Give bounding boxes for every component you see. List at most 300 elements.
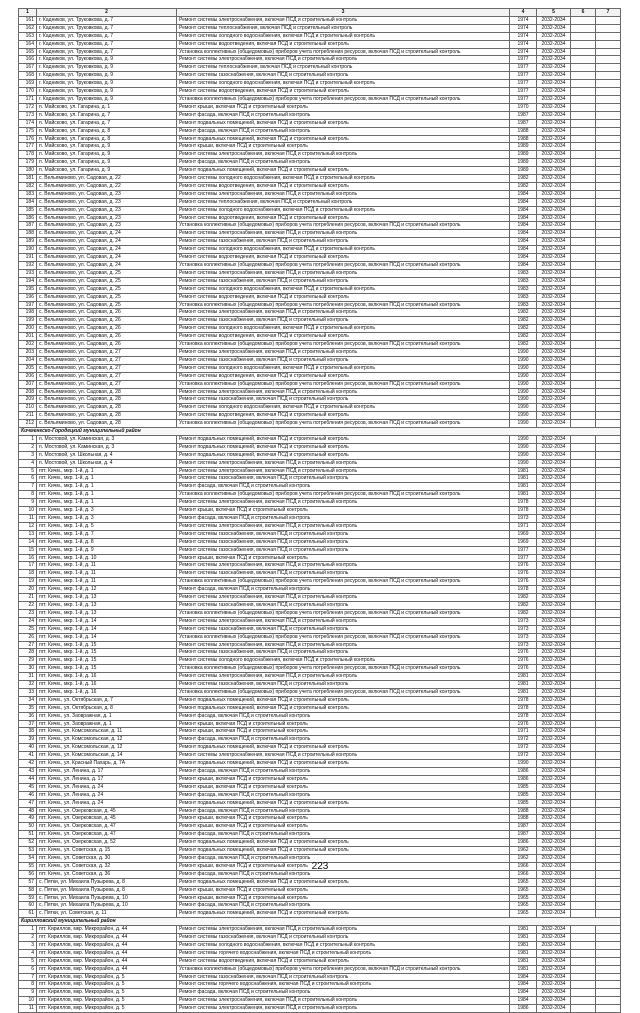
- period-cell: 2032-2034: [537, 760, 571, 768]
- year-cell: 1983: [510, 285, 537, 293]
- period-cell: 2032-2034: [537, 24, 571, 32]
- empty-cell: [596, 499, 621, 507]
- empty-cell: [571, 673, 596, 681]
- period-cell: 2032-2034: [537, 562, 571, 570]
- period-cell: 2032-2034: [537, 40, 571, 48]
- year-cell: 1990: [510, 760, 537, 768]
- table-row: [19, 997, 621, 1005]
- year-cell: 1966: [510, 870, 537, 878]
- table-row: [19, 775, 621, 783]
- row-number: 54: [19, 854, 37, 862]
- table-row: [19, 633, 621, 641]
- work-type-cell: Ремонт крыши, включая ПСД и строительный контроль: [177, 507, 510, 515]
- period-cell: 2032-2034: [537, 934, 571, 942]
- period-cell: 2032-2034: [537, 941, 571, 949]
- work-type-cell: Ремонт системы электроснабжения, включая ПСД и строительный контроль: [177, 997, 510, 1005]
- work-type-cell: Ремонт системы газоснабжения, включая ПСД и строительный контроль: [177, 396, 510, 404]
- row-number: 61: [19, 910, 37, 918]
- period-cell: 2032-2034: [537, 728, 571, 736]
- work-type-cell: Ремонт системы газоснабжения, включая ПСД и строительный контроль: [177, 570, 510, 578]
- row-number: 53: [19, 847, 37, 855]
- row-number: 51: [19, 831, 37, 839]
- empty-cell: [596, 443, 621, 451]
- table-row: [19, 32, 621, 40]
- address-cell: пгт. Кичм., ул. Советская, д. 30: [37, 854, 177, 862]
- period-cell: 2032-2034: [537, 831, 571, 839]
- empty-cell: [571, 601, 596, 609]
- year-cell: 1970: [510, 103, 537, 111]
- address-cell: с. Вельяминово, ул. Садовая, д. 26: [37, 333, 177, 341]
- address-cell: пгт. Кириллов, мкр. Микрорайон, д. 5: [37, 1005, 177, 1013]
- row-number: 52: [19, 839, 37, 847]
- work-type-cell: Ремонт системы электроснабжения, включая ПСД и строительный контроль: [177, 459, 510, 467]
- row-number: 188: [19, 230, 37, 238]
- work-type-cell: Ремонт системы газоснабжения, включая ПСД и строительный контроль: [177, 601, 510, 609]
- work-type-cell: Ремонт системы электроснабжения, включая ПСД и строительный контроль: [177, 269, 510, 277]
- empty-cell: [571, 538, 596, 546]
- table-row: [19, 665, 621, 673]
- address-cell: с. Вельяминово, ул. Садовая, д. 25: [37, 269, 177, 277]
- year-cell: 1976: [510, 665, 537, 673]
- empty-cell: [571, 712, 596, 720]
- address-cell: г. Кадников, ул. Труковкова, д. 7: [37, 24, 177, 32]
- table-row: [19, 348, 621, 356]
- year-cell: 1981: [510, 957, 537, 965]
- address-cell: пгт. Кичм., ул. Озерковская, д. 45: [37, 807, 177, 815]
- empty-cell: [571, 483, 596, 491]
- row-number: 208: [19, 388, 37, 396]
- table-row: [19, 269, 621, 277]
- year-cell: 1988: [510, 127, 537, 135]
- table-row: [19, 396, 621, 404]
- row-number: 59: [19, 894, 37, 902]
- table-row: [19, 372, 621, 380]
- empty-cell: [571, 957, 596, 965]
- address-cell: пгт. Кичм., ул. Советская, д. 32: [37, 862, 177, 870]
- work-type-cell: Ремонт фасада, включая ПСД и строительный контроль: [177, 807, 510, 815]
- row-number: 41: [19, 752, 37, 760]
- table-row: [19, 175, 621, 183]
- year-cell: 1972: [510, 736, 537, 744]
- empty-cell: [571, 151, 596, 159]
- table-row: [19, 878, 621, 886]
- empty-cell: [596, 554, 621, 562]
- column-header: 3: [177, 9, 510, 17]
- empty-cell: [571, 546, 596, 554]
- empty-cell: [596, 665, 621, 673]
- table-row: [19, 601, 621, 609]
- address-cell: пгт. Кичм., мкр. 1-й, д. 1: [37, 467, 177, 475]
- year-cell: 1977: [510, 95, 537, 103]
- work-type-cell: Ремонт фасада, включая ПСД и строительный контроль: [177, 831, 510, 839]
- period-cell: 2032-2034: [537, 538, 571, 546]
- address-cell: п. Майсково, ул. Гагарина, д. 9: [37, 167, 177, 175]
- empty-cell: [571, 934, 596, 942]
- empty-cell: [571, 530, 596, 538]
- period-cell: 2032-2034: [537, 902, 571, 910]
- period-cell: 2032-2034: [537, 72, 571, 80]
- empty-cell: [571, 989, 596, 997]
- empty-cell: [571, 586, 596, 594]
- empty-cell: [596, 847, 621, 855]
- year-cell: 1981: [510, 688, 537, 696]
- address-cell: пгт. Кириллов, мкр. Микрорайон, д. 5: [37, 997, 177, 1005]
- period-cell: 2032-2034: [537, 238, 571, 246]
- work-type-cell: Ремонт системы электроснабжения, включая ПСД и строительный контроль: [177, 388, 510, 396]
- address-cell: с. Вельяминово, ул. Садовая, д. 27: [37, 348, 177, 356]
- row-number: 201: [19, 333, 37, 341]
- table-row: [19, 736, 621, 744]
- work-type-cell: Ремонт фасада, включая ПСД и строительный контроль: [177, 736, 510, 744]
- year-cell: 1981: [510, 673, 537, 681]
- table-row: [19, 791, 621, 799]
- period-cell: 2032-2034: [537, 64, 571, 72]
- row-number: 34: [19, 696, 37, 704]
- year-cell: 1984: [510, 254, 537, 262]
- empty-cell: [571, 467, 596, 475]
- period-cell: 2032-2034: [537, 175, 571, 183]
- period-cell: 2032-2034: [537, 633, 571, 641]
- row-number: 190: [19, 246, 37, 254]
- empty-cell: [571, 48, 596, 56]
- empty-cell: [596, 965, 621, 973]
- year-cell: 1985: [510, 799, 537, 807]
- row-number: 8: [19, 491, 37, 499]
- table-row: [19, 847, 621, 855]
- empty-cell: [596, 24, 621, 32]
- period-cell: 2032-2034: [537, 341, 571, 349]
- work-type-cell: Ремонт системы электроснабжения, включая ПСД и строительный контроль: [177, 467, 510, 475]
- row-number: 22: [19, 601, 37, 609]
- empty-cell: [596, 775, 621, 783]
- empty-cell: [571, 435, 596, 443]
- period-cell: 2032-2034: [537, 230, 571, 238]
- address-cell: пгт. Кичм., мкр. 1-й, д. 5: [37, 522, 177, 530]
- year-cell: 1990: [510, 348, 537, 356]
- work-type-cell: Ремонт подвальных помещений, включая ПСД и строительный контроль: [177, 167, 510, 175]
- empty-cell: [571, 807, 596, 815]
- table-row: [19, 673, 621, 681]
- address-cell: с. Вельяминово, ул. Садовая, д. 27: [37, 364, 177, 372]
- table-row: [19, 198, 621, 206]
- period-cell: 2032-2034: [537, 198, 571, 206]
- table-row: [19, 95, 621, 103]
- work-type-cell: Ремонт системы теплоснабжения, включая ПСД и строительный контроль: [177, 198, 510, 206]
- address-cell: пгт. Кичм., мкр. 1-й, д. 16: [37, 688, 177, 696]
- address-cell: с. Вельяминово, ул. Садовая, д. 23: [37, 206, 177, 214]
- empty-cell: [571, 40, 596, 48]
- period-cell: 2032-2034: [537, 799, 571, 807]
- row-number: 175: [19, 127, 37, 135]
- work-type-cell: Ремонт системы водоотведения, включая ПСД и строительный контроль: [177, 957, 510, 965]
- table-row: [19, 949, 621, 957]
- row-number: 27: [19, 641, 37, 649]
- year-cell: 1987: [510, 119, 537, 127]
- table-row: [19, 657, 621, 665]
- work-type-cell: Ремонт крыши, включая ПСД и строительный контроль: [177, 143, 510, 151]
- period-cell: 2032-2034: [537, 214, 571, 222]
- empty-cell: [571, 88, 596, 96]
- empty-cell: [596, 451, 621, 459]
- row-number: 47: [19, 799, 37, 807]
- table-row: [19, 151, 621, 159]
- period-cell: 2032-2034: [537, 910, 571, 918]
- table-row: [19, 973, 621, 981]
- address-cell: с. Вельяминово, ул. Садовая, д. 28: [37, 404, 177, 412]
- address-cell: с. Пятки, ул. Михаила Пузырева, д. 8: [37, 886, 177, 894]
- empty-cell: [571, 175, 596, 183]
- address-cell: пгт. Кичм., ул. Комсомольская, д. 11: [37, 728, 177, 736]
- work-type-cell: Ремонт подвальных помещений, включая ПСД и строительный контроль: [177, 451, 510, 459]
- period-cell: 2032-2034: [537, 443, 571, 451]
- row-number: 38: [19, 728, 37, 736]
- work-type-cell: Ремонт подвальных помещений, включая ПСД и строительный контроль: [177, 443, 510, 451]
- period-cell: 2032-2034: [537, 222, 571, 230]
- empty-cell: [571, 839, 596, 847]
- empty-cell: [571, 135, 596, 143]
- empty-cell: [571, 80, 596, 88]
- year-cell: 1974: [510, 32, 537, 40]
- empty-cell: [571, 768, 596, 776]
- year-cell: 1987: [510, 111, 537, 119]
- period-cell: 2032-2034: [537, 641, 571, 649]
- address-cell: пгт. Кириллов, мкр. Микрорайон, д. 44: [37, 926, 177, 934]
- period-cell: 2032-2034: [537, 507, 571, 515]
- period-cell: 2032-2034: [537, 491, 571, 499]
- work-type-cell: Установка коллективных (общедомовых) приборов учета потребления ресурсов, включая ПСД и строительный контроль: [177, 341, 510, 349]
- period-cell: 2032-2034: [537, 665, 571, 673]
- work-type-cell: Ремонт системы электроснабжения, включая ПСД и строительный контроль: [177, 348, 510, 356]
- empty-cell: [596, 507, 621, 515]
- table-row: [19, 16, 621, 24]
- table-row: [19, 522, 621, 530]
- address-cell: пгт. Кичм., ул. Советская, д. 36: [37, 870, 177, 878]
- empty-cell: [596, 167, 621, 175]
- table-row: [19, 894, 621, 902]
- empty-cell: [571, 341, 596, 349]
- address-cell: пгт. Кичм., мкр. 1-й, д. 16: [37, 681, 177, 689]
- period-cell: 2032-2034: [537, 190, 571, 198]
- empty-cell: [596, 997, 621, 1005]
- column-header: 6: [571, 9, 596, 17]
- empty-cell: [596, 254, 621, 262]
- address-cell: пгт. Кичм., мкр. 1-й, д. 14: [37, 625, 177, 633]
- row-number: 11: [19, 1005, 37, 1013]
- address-cell: с. Вельяминово, ул. Садовая, д. 25: [37, 277, 177, 285]
- address-cell: пгт. Кичм., ул. Советская, д. 15: [37, 847, 177, 855]
- row-number: 170: [19, 88, 37, 96]
- empty-cell: [596, 704, 621, 712]
- empty-cell: [596, 594, 621, 602]
- empty-cell: [596, 80, 621, 88]
- empty-cell: [596, 815, 621, 823]
- work-type-cell: Ремонт системы газоснабжения, включая ПСД и строительный контроль: [177, 277, 510, 285]
- period-cell: 2032-2034: [537, 989, 571, 997]
- row-number: 55: [19, 862, 37, 870]
- empty-cell: [571, 277, 596, 285]
- period-cell: 2032-2034: [537, 435, 571, 443]
- work-type-cell: Установка коллективных (общедомовых) приборов учета потребления ресурсов, включая ПСД и строительный контроль: [177, 420, 510, 428]
- empty-cell: [596, 222, 621, 230]
- year-cell: 1984: [510, 190, 537, 198]
- page-number: 223: [311, 861, 329, 872]
- work-type-cell: Ремонт системы водоотведения, включая ПСД и строительный контроль: [177, 333, 510, 341]
- empty-cell: [596, 1005, 621, 1013]
- work-type-cell: Ремонт системы водоотведения, включая ПСД и строительный контроль: [177, 412, 510, 420]
- period-cell: 2032-2034: [537, 277, 571, 285]
- work-type-cell: Установка коллективных (общедомовых) приборов учета потребления ресурсов, включая ПСД и строительный контроль: [177, 222, 510, 230]
- year-cell: 1974: [510, 24, 537, 32]
- row-number: 163: [19, 32, 37, 40]
- row-number: 2: [19, 443, 37, 451]
- period-cell: 2032-2034: [537, 530, 571, 538]
- period-cell: 2032-2034: [537, 309, 571, 317]
- year-cell: 1974: [510, 16, 537, 24]
- work-type-cell: Ремонт системы газоснабжения, включая ПСД и строительный контроль: [177, 934, 510, 942]
- address-cell: пгт. Кириллов, мкр. Микрорайон, д. 44: [37, 965, 177, 973]
- empty-cell: [571, 775, 596, 783]
- row-number: 16: [19, 554, 37, 562]
- address-cell: п. Майсково, ул. Гагарина, д. 1: [37, 103, 177, 111]
- year-cell: 1978: [510, 696, 537, 704]
- period-cell: 2032-2034: [537, 388, 571, 396]
- year-cell: 1990: [510, 404, 537, 412]
- address-cell: с. Вельяминово, ул. Садовая, д. 23: [37, 198, 177, 206]
- table-row: [19, 40, 621, 48]
- row-number: 179: [19, 159, 37, 167]
- year-cell: 1987: [510, 823, 537, 831]
- period-cell: 2032-2034: [537, 862, 571, 870]
- work-type-cell: Ремонт системы газоснабжения, включая ПСД и строительный контроль: [177, 681, 510, 689]
- year-cell: 1990: [510, 412, 537, 420]
- empty-cell: [571, 720, 596, 728]
- row-number: 207: [19, 380, 37, 388]
- empty-cell: [596, 617, 621, 625]
- row-number: 161: [19, 16, 37, 24]
- address-cell: пгт. Кичм., мкр. 1-й, д. 11: [37, 578, 177, 586]
- table-row: [19, 712, 621, 720]
- row-number: 24: [19, 617, 37, 625]
- empty-cell: [596, 530, 621, 538]
- empty-cell: [596, 562, 621, 570]
- address-cell: пгт. Кичм., мкр. 1-й, д. 12: [37, 586, 177, 594]
- address-cell: пгт. Кичм., ул. Комсомольская, д. 14: [37, 752, 177, 760]
- table-header-row: [19, 9, 621, 17]
- year-cell: 1965: [510, 886, 537, 894]
- empty-cell: [571, 522, 596, 530]
- year-cell: 1978: [510, 712, 537, 720]
- address-cell: пгт. Кичм., мкр. 1-й, д. 11: [37, 562, 177, 570]
- period-cell: 2032-2034: [537, 135, 571, 143]
- empty-cell: [596, 641, 621, 649]
- empty-cell: [571, 72, 596, 80]
- empty-cell: [596, 103, 621, 111]
- work-type-cell: Установка коллективных (общедомовых) приборов учета потребления ресурсов, включая ПСД и строительный контроль: [177, 380, 510, 388]
- work-type-cell: Ремонт системы горячего водоснабжения, включая ПСД и строительный контроль: [177, 981, 510, 989]
- period-cell: 2032-2034: [537, 111, 571, 119]
- empty-cell: [596, 902, 621, 910]
- year-cell: 1978: [510, 586, 537, 594]
- address-cell: пгт. Кичм., мкр. 1-й, д. 13: [37, 601, 177, 609]
- year-cell: 1983: [510, 293, 537, 301]
- row-number: 60: [19, 902, 37, 910]
- period-cell: 2032-2034: [537, 886, 571, 894]
- period-cell: 2032-2034: [537, 32, 571, 40]
- work-type-cell: Ремонт крыши, включая ПСД и строительный контроль: [177, 823, 510, 831]
- row-number: 6: [19, 965, 37, 973]
- period-cell: 2032-2034: [537, 80, 571, 88]
- table-row: [19, 926, 621, 934]
- empty-cell: [571, 475, 596, 483]
- empty-cell: [596, 127, 621, 135]
- work-type-cell: Ремонт крыши, включая ПСД и строительный контроль: [177, 554, 510, 562]
- row-number: 185: [19, 206, 37, 214]
- year-cell: 1981: [510, 949, 537, 957]
- empty-cell: [596, 657, 621, 665]
- period-cell: 2032-2034: [537, 301, 571, 309]
- row-number: 2: [19, 934, 37, 942]
- address-cell: с. Вельяминово, ул. Садовая, д. 23: [37, 190, 177, 198]
- work-type-cell: Ремонт системы холодного водоснабжения, включая ПСД и строительный контроль: [177, 285, 510, 293]
- column-header: 5: [537, 9, 571, 17]
- address-cell: с. Вельяминово, ул. Садовая, д. 24: [37, 262, 177, 270]
- address-cell: с. Вельяминово, ул. Садовая, д. 26: [37, 325, 177, 333]
- address-cell: пгт. Кичм., мкр. 1-й, д. 3: [37, 507, 177, 515]
- year-cell: 1978: [510, 499, 537, 507]
- row-number: 173: [19, 111, 37, 119]
- empty-cell: [571, 412, 596, 420]
- empty-cell: [571, 1005, 596, 1013]
- row-number: 50: [19, 823, 37, 831]
- address-cell: п. Майсково, ул. Гагарина, д. 8: [37, 127, 177, 135]
- address-cell: с. Пятки, ул. Михаила Пузырева, д. 10: [37, 894, 177, 902]
- address-cell: пгт. Кичм., мкр. 1-й, д. 13: [37, 594, 177, 602]
- empty-cell: [571, 783, 596, 791]
- empty-cell: [571, 206, 596, 214]
- empty-cell: [596, 491, 621, 499]
- table-row: [19, 167, 621, 175]
- year-cell: 1982: [510, 325, 537, 333]
- row-number: 166: [19, 56, 37, 64]
- year-cell: 1984: [510, 997, 537, 1005]
- table-row: [19, 293, 621, 301]
- section-header-row: [19, 918, 621, 926]
- period-cell: 2032-2034: [537, 182, 571, 190]
- year-cell: 1984: [510, 214, 537, 222]
- empty-cell: [596, 839, 621, 847]
- address-cell: с. Вельяминово, ул. Садовая, д. 27: [37, 356, 177, 364]
- row-number: 174: [19, 119, 37, 127]
- period-cell: 2032-2034: [537, 570, 571, 578]
- row-number: 205: [19, 364, 37, 372]
- address-cell: пгт. Кичм., мкр. 1-й, д. 11: [37, 570, 177, 578]
- empty-cell: [596, 214, 621, 222]
- work-type-cell: Ремонт системы электроснабжения, включая ПСД и строительный контроль: [177, 151, 510, 159]
- empty-cell: [596, 420, 621, 428]
- empty-cell: [596, 159, 621, 167]
- period-cell: 2032-2034: [537, 262, 571, 270]
- table-row: [19, 404, 621, 412]
- year-cell: 1984: [510, 973, 537, 981]
- work-type-cell: Ремонт подвальных помещений, включая ПСД и строительный контроль: [177, 910, 510, 918]
- address-cell: пгт. Кичм., мкр. 1-й, д. 1: [37, 491, 177, 499]
- empty-cell: [596, 151, 621, 159]
- work-type-cell: Ремонт системы газоснабжения, включая ПСД и строительный контроль: [177, 475, 510, 483]
- row-number: 7: [19, 483, 37, 491]
- empty-cell: [571, 665, 596, 673]
- address-cell: с. Вельяминово, ул. Садовая, д. 28: [37, 396, 177, 404]
- table-row: [19, 799, 621, 807]
